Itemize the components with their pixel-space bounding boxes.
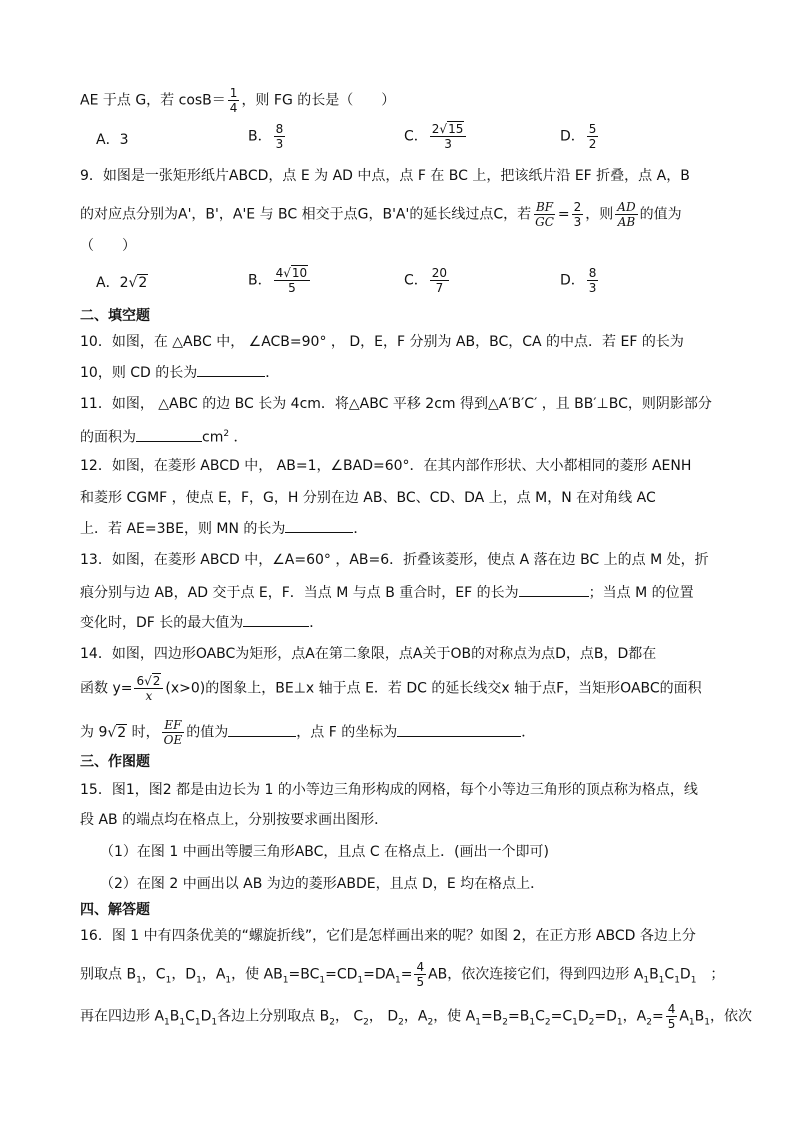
answer-blank[interactable] bbox=[243, 612, 309, 627]
q14-line2: 函数 y= $\frac{6√2}{x}$ (x>0)的图象上，BE⊥x 轴于点 E．若 DC 的延长线交x 轴于点F，当矩形OABC的面积 bbox=[80, 674, 702, 703]
q15-sub2: （2）在图 2 中画出以 AB 为边的菱形ABDE，且点 D，E 均在格点上． bbox=[100, 876, 545, 892]
q8-option-d: D． $\frac{5}{2}$ bbox=[560, 122, 597, 151]
q15-line1: 15．图1，图2 都是由边长为 1 的小等边三角形构成的网格，每个小等边三角形的顶点称为格点，线 bbox=[80, 782, 698, 798]
answer-blank[interactable] bbox=[519, 582, 589, 597]
q12-line3: 上．若 AE=3BE，则 MN 的长为 ． bbox=[80, 518, 367, 539]
q13-line1: 13．如图，在菱形 ABCD 中，∠A=60° ，AB=6．折叠该菱形，使点 A 落在边 BC 上的点 M 处，折 bbox=[80, 552, 709, 568]
answer-blank[interactable] bbox=[197, 362, 265, 377]
section-drawing-title: 三、作图题 bbox=[80, 754, 150, 770]
q11-line1: 11．如图， △ABC 的边 BC 长为 4cm．将△ABC 平移 2cm 得到△A′B′C′ ，且 BB′⊥BC，则阴影部分 bbox=[80, 396, 712, 412]
q9-option-a: A．2√2 bbox=[96, 275, 148, 291]
q8-text-post: ，则 FG 的长是（ ） bbox=[241, 92, 396, 109]
q9-line3: （ ） bbox=[80, 238, 136, 254]
q12-line2: 和菱形 CGMF ，使点 E，F，G，H 分别在边 AB、BC、CD、DA 上，点 M，N 在对角线 AC bbox=[80, 490, 656, 506]
q8-option-b: B． $\frac{8}{3}$ bbox=[248, 122, 284, 151]
q14-line3: 为 9√2 时， $\frac{EF}{OE}$ 的值为 ，点 F 的坐标为 ． bbox=[80, 718, 536, 747]
q14-line1: 14．如图，四边形OABC为矩形，点A在第二象限，点A关于OB的对称点为点D，点B，D都在 bbox=[80, 646, 657, 662]
q11-line2: 的面积为 $cm^2$ ． bbox=[80, 424, 248, 448]
q9-line1: 9．如图是一张矩形纸片ABCD，点 E 为 AD 中点，点 F 在 BC 上，把该纸片沿 EF 折叠，点 A，B bbox=[80, 168, 690, 184]
q13-line3: 变化时，DF 长的最大值为 ． bbox=[80, 612, 323, 633]
q16-line2: 别取点 $B_1$，$C_1$，$D_1$，$A_1$，使 $AB_1=BC_1=CD_1=DA_1=$ $\frac{4}{5}$ AB，依次连接它们，得到四边形 $A_1B_1C_1D_1$ ； bbox=[80, 960, 725, 989]
q10-line2: 10，则 CD 的长为 ． bbox=[80, 362, 279, 383]
section-answer-title: 四、解答题 bbox=[80, 902, 150, 918]
q9-option-b: B． $\frac{4√10}{5}$ bbox=[248, 266, 312, 295]
ad-ab-fraction: $\frac{AD}{AB}$ bbox=[617, 200, 636, 229]
q16-line3: 再在四边形 $A_1B_1C_1D_1$各边上分别取点 $B_2$， $C_2$， $D_2$，$A_2$，使 $A_1=B_2=B_1C_2=C_1D_2=D_1$，$A_2=$ $\frac{4}{5}$ $A_1B_1$，依次 bbox=[80, 1002, 752, 1031]
q8-option-c: C． $\frac{2√15}{3}$ bbox=[404, 122, 468, 151]
q10-line1: 10．如图，在 △ABC 中， ∠ACB=90° ， D，E，F 分别为 AB，BC，CA 的中点．若 EF 的长为 bbox=[80, 334, 684, 350]
answer-blank[interactable] bbox=[136, 427, 202, 442]
cos-fraction: $\frac{1}{4}$ bbox=[229, 86, 238, 115]
q9-line2: 的对应点分别为A'，B'，A'E 与 BC 相交于点G，B'A'的延长线过点C，若 $\frac{BF}{GC}$ = $\frac{2}{3}$ ，则 $\frac{AD}{AB}$ 的值为 bbox=[80, 200, 682, 229]
answer-blank[interactable] bbox=[285, 518, 353, 533]
q8-stem bbox=[80, 86, 395, 115]
section-fill-in-title: 二、填空题 bbox=[80, 308, 150, 324]
q12-line1: 12．如图，在菱形 ABCD 中， AB=1，∠BAD=60°．在其内部作形状、大小都相同的菱形 AENH bbox=[80, 458, 692, 474]
q9-option-d: D． $\frac{8}{3}$ bbox=[560, 266, 597, 295]
answer-blank[interactable] bbox=[228, 722, 296, 737]
q8-text-pre: AE 于点 G，若 cosB＝ bbox=[80, 92, 226, 109]
q9-option-c: C． $\frac{20}{7}$ bbox=[404, 266, 448, 295]
q8-option-a: A．3 bbox=[96, 132, 129, 148]
answer-blank[interactable] bbox=[397, 722, 521, 737]
q15-sub1: （1）在图 1 中画出等腰三角形ABC，且点 C 在格点上．(画出一个即可) bbox=[100, 844, 550, 860]
bf-gc-fraction: $\frac{BF}{GC}$ bbox=[535, 200, 554, 229]
q16-line1: 16．图 1 中有四条优美的“螺旋折线”，它们是怎样画出来的呢？如图 2，在正方形 ABCD 各边上分 bbox=[80, 928, 696, 944]
q15-line2: 段 AB 的端点均在格点上，分别按要求画出图形． bbox=[80, 812, 389, 828]
q13-line2: 痕分别与边 AB，AD 交于点 E，F．当点 M 与点 B 重合时，EF 的长为 ；当点 M 的位置 bbox=[80, 582, 694, 603]
